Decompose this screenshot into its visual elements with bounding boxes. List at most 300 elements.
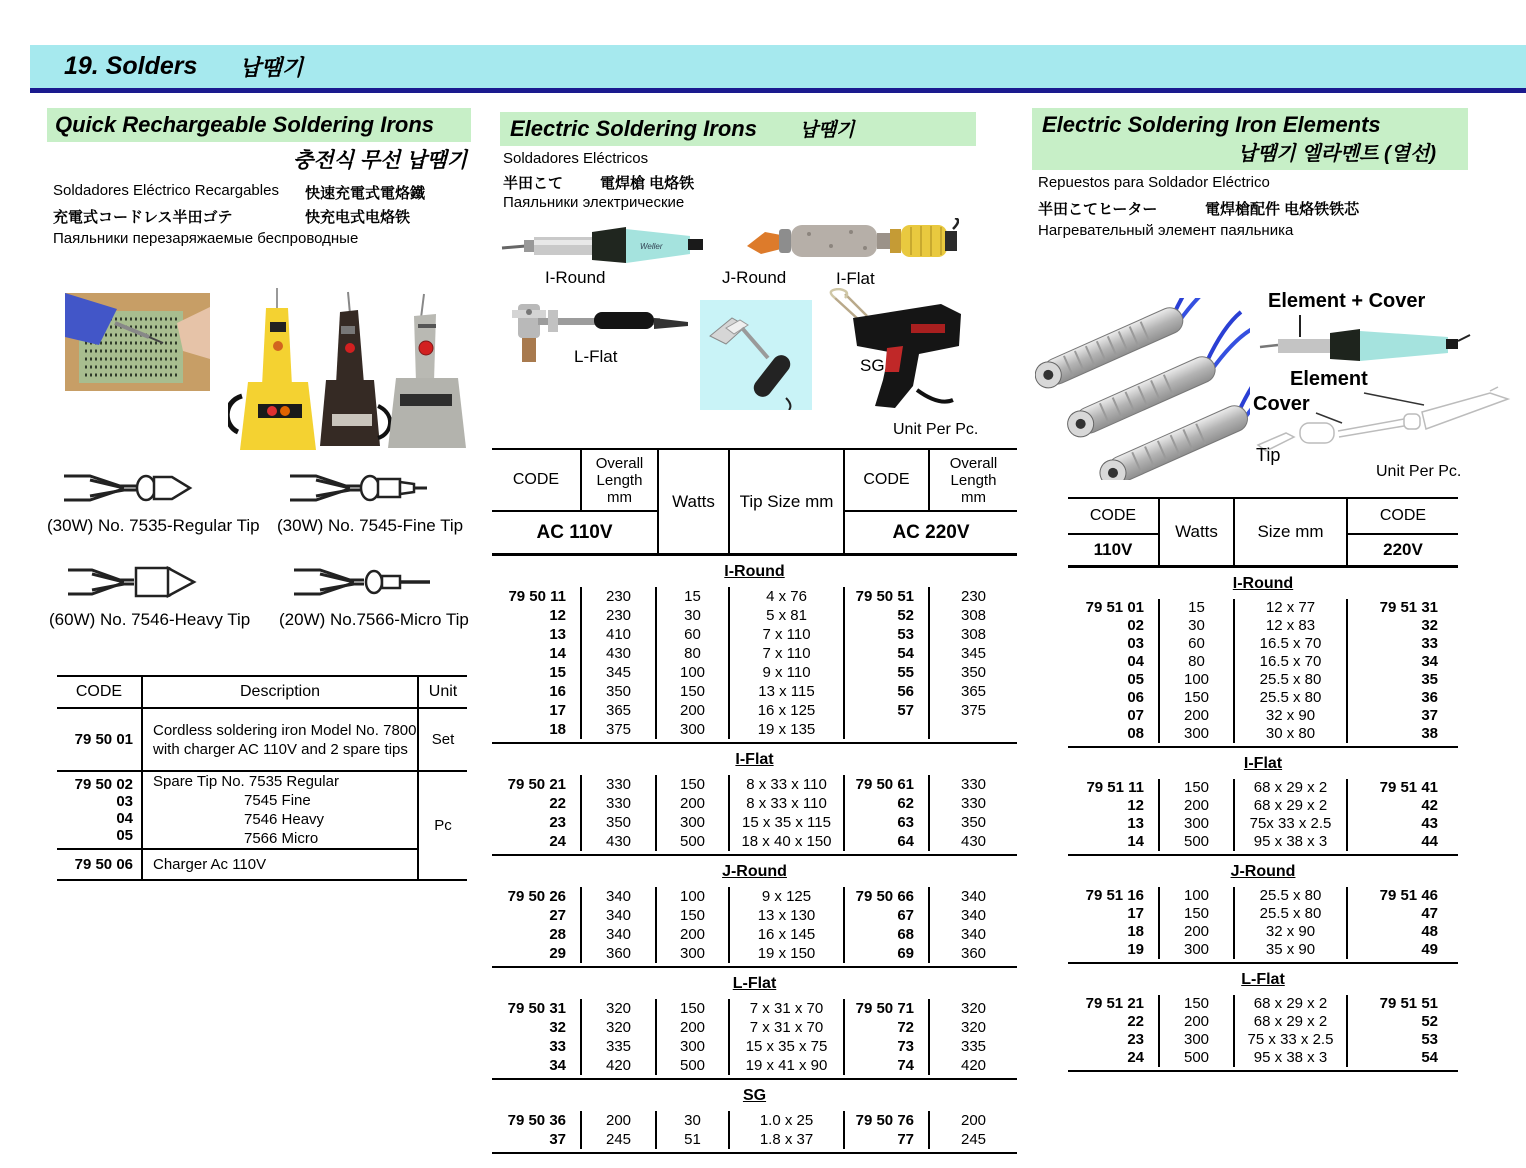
table-cell: 16 x 145 bbox=[730, 925, 845, 944]
right-section-header bbox=[1032, 108, 1468, 170]
table-cell: 430 bbox=[582, 644, 657, 663]
table-cell: 12 bbox=[492, 606, 582, 625]
table-cell: 150 bbox=[1160, 995, 1235, 1013]
left-desc-zh-cn: 快充电式电烙铁 bbox=[305, 209, 411, 226]
table-cell: 49 bbox=[1421, 941, 1438, 958]
right-desc-es: Repuestos para Soldador Eléctrico bbox=[1038, 174, 1270, 191]
right-section-title: Electric Soldering Iron Elements bbox=[1042, 112, 1381, 137]
micro-tip-drawing bbox=[290, 560, 435, 606]
table-cell: 62 bbox=[845, 794, 930, 813]
table-cell: 32 bbox=[1421, 617, 1438, 634]
col-header-code-220: CODE bbox=[1348, 499, 1458, 535]
table-section-rows bbox=[492, 772, 1017, 856]
page-header-bar bbox=[30, 45, 1526, 88]
table-cell: 18 x 40 x 150 bbox=[730, 832, 845, 851]
table-cell: 36 bbox=[1421, 689, 1438, 706]
table-cell: 72 bbox=[845, 1018, 930, 1037]
desc-line: Spare Tip No. 7535 Regular bbox=[153, 773, 339, 790]
table-cell: 12 x 77 bbox=[1235, 599, 1348, 617]
table-cell: 430 bbox=[582, 832, 657, 851]
col-header-watts: Watts bbox=[657, 450, 730, 553]
table-row bbox=[57, 708, 467, 771]
table-cell: 32 bbox=[492, 1018, 582, 1037]
table-cell: 16 bbox=[492, 682, 582, 701]
voltage-header-110: 110V bbox=[1068, 535, 1160, 565]
table-cell: 48 bbox=[1421, 923, 1438, 940]
table-cell: 32 x 90 bbox=[1235, 923, 1348, 941]
table-cell: 04 bbox=[1068, 653, 1160, 671]
table-cell: 19 x 150 bbox=[730, 944, 845, 963]
table-cell: 150 bbox=[657, 999, 730, 1018]
table-cell: 200 bbox=[657, 925, 730, 944]
col-header-overall-length-110: Overall Length mm bbox=[582, 450, 657, 512]
code-line: 79 50 02 bbox=[74, 776, 133, 793]
table-section-title: J-Round bbox=[1230, 863, 1296, 880]
table-cell: 30 bbox=[657, 1111, 730, 1130]
table-cell: 79 50 66 bbox=[845, 887, 930, 906]
heavy-tip-drawing bbox=[64, 560, 209, 606]
table-cell: 54 bbox=[845, 644, 930, 663]
table-cell: 77 bbox=[845, 1130, 930, 1149]
middle-desc-es: Soldadores Eléctricos bbox=[503, 150, 649, 167]
table-section-title: I-Flat bbox=[1243, 755, 1283, 772]
table-cell: 29 bbox=[492, 944, 582, 963]
table-cell: 308 bbox=[960, 607, 987, 624]
table-section-title: SG bbox=[742, 1087, 767, 1104]
table-cell: 23 bbox=[492, 813, 582, 832]
table-cell: 345 bbox=[582, 663, 657, 682]
table-section-title: I-Round bbox=[1232, 575, 1294, 592]
table-section-rows bbox=[1068, 776, 1458, 856]
table-cell: 300 bbox=[657, 1037, 730, 1056]
table-cell: 63 bbox=[845, 813, 930, 832]
table-cell: 79 51 46 bbox=[1379, 887, 1438, 904]
table-cell: 430 bbox=[960, 833, 987, 850]
table-cell: 365 bbox=[582, 701, 657, 720]
middle-desc-zh: 電焊槍 电烙铁 bbox=[600, 175, 695, 192]
table-cell: 43 bbox=[1421, 815, 1438, 832]
heating-elements-photo bbox=[1035, 298, 1250, 480]
page-title: 19. Solders bbox=[64, 52, 198, 80]
table-cell: 5 x 81 bbox=[730, 606, 845, 625]
table-cell: 15 x 35 x 115 bbox=[730, 813, 845, 832]
table-cell: 05 bbox=[1068, 671, 1160, 689]
table-cell: 15 bbox=[657, 587, 730, 606]
desc-line: 7566 Micro bbox=[244, 830, 319, 847]
table-cell: 330 bbox=[960, 776, 987, 793]
table-cell: 300 bbox=[1160, 941, 1235, 959]
table-cell: 340 bbox=[582, 906, 657, 925]
table-cell: 300 bbox=[1160, 1031, 1235, 1049]
table-section-rows bbox=[492, 1108, 1017, 1154]
table-cell: 68 bbox=[845, 925, 930, 944]
table-cell: 500 bbox=[657, 1056, 730, 1075]
fine-tip-drawing bbox=[286, 466, 431, 512]
table-cell: 37 bbox=[1421, 707, 1438, 724]
table-cell: 23 bbox=[1068, 1031, 1160, 1049]
table-cell: 245 bbox=[582, 1130, 657, 1149]
table-cell: 230 bbox=[960, 588, 987, 605]
table-cell: 79 51 41 bbox=[1379, 779, 1438, 796]
table-cell: 330 bbox=[582, 775, 657, 794]
voltage-header-ac110: AC 110V bbox=[536, 521, 613, 543]
table-cell: 79 50 36 bbox=[492, 1111, 582, 1130]
table-cell: 08 bbox=[1068, 725, 1160, 743]
table-cell: 200 bbox=[657, 1018, 730, 1037]
table-cell: 13 x 115 bbox=[730, 682, 845, 701]
diagram-label-element: Element bbox=[1290, 368, 1368, 390]
table-cell: 150 bbox=[1160, 689, 1235, 707]
table-cell: 335 bbox=[582, 1037, 657, 1056]
table-cell: 150 bbox=[657, 775, 730, 794]
i-round-iron-photo bbox=[500, 222, 705, 270]
table-cell: 200 bbox=[1160, 707, 1235, 725]
table-cell: 100 bbox=[1160, 887, 1235, 905]
table-cell: 330 bbox=[960, 795, 987, 812]
table-cell: 410 bbox=[582, 625, 657, 644]
table-cell: 80 bbox=[1160, 653, 1235, 671]
table-cell: 79 50 51 bbox=[845, 587, 930, 606]
table-cell: 14 bbox=[1068, 833, 1160, 851]
table-cell: 22 bbox=[1068, 1013, 1160, 1031]
table-cell: 67 bbox=[845, 906, 930, 925]
table-row bbox=[57, 849, 467, 880]
table-cell: 27 bbox=[492, 906, 582, 925]
cell-code: 79 50 01 bbox=[57, 708, 142, 771]
table-cell: 34 bbox=[1421, 653, 1438, 670]
table-cell: 34 bbox=[492, 1056, 582, 1075]
table-cell: 68 x 29 x 2 bbox=[1235, 1013, 1348, 1031]
diagram-label-tip: Tip bbox=[1256, 445, 1281, 465]
table-cell: 52 bbox=[845, 606, 930, 625]
table-cell: 14 bbox=[492, 644, 582, 663]
table-cell: 200 bbox=[657, 701, 730, 720]
table-cell: 79 51 31 bbox=[1379, 599, 1438, 616]
table-cell: 1.0 x 25 bbox=[730, 1111, 845, 1130]
table-cell: 360 bbox=[582, 944, 657, 963]
table-cell: 9 x 110 bbox=[730, 663, 845, 682]
col-header-watts: Watts bbox=[1160, 499, 1235, 565]
table-cell: 19 bbox=[1068, 941, 1160, 959]
col-header-overall-length-220: Overall Length mm bbox=[930, 450, 1017, 512]
table-cell: 13 x 130 bbox=[730, 906, 845, 925]
table-cell: 79 50 76 bbox=[845, 1111, 930, 1130]
right-desc-ru: Нагревательный элемент паяльника bbox=[1038, 222, 1294, 239]
table-cell: 24 bbox=[1068, 1049, 1160, 1067]
table-cell: 55 bbox=[845, 663, 930, 682]
table-cell: 9 x 125 bbox=[730, 887, 845, 906]
table-section-title: I-Round bbox=[724, 563, 785, 580]
table-cell: 33 bbox=[492, 1037, 582, 1056]
table-cell: 200 bbox=[960, 1112, 987, 1129]
table-cell: 68 x 29 x 2 bbox=[1235, 797, 1348, 815]
col-header-code-110: CODE bbox=[492, 450, 582, 512]
desc-line: 7545 Fine bbox=[244, 792, 311, 809]
table-cell: 17 bbox=[492, 701, 582, 720]
table-cell: 7 x 31 x 70 bbox=[730, 999, 845, 1018]
iron-label-j-round: J-Round bbox=[722, 268, 787, 287]
voltage-header-220: 220V bbox=[1383, 540, 1423, 559]
table-cell: 95 x 38 x 3 bbox=[1235, 1049, 1348, 1067]
table-cell: 19 x 135 bbox=[730, 720, 845, 739]
svg-text:Weller: Weller bbox=[640, 242, 663, 251]
table-cell: 79 51 21 bbox=[1068, 995, 1160, 1013]
table-cell: 60 bbox=[657, 625, 730, 644]
table-cell: 150 bbox=[657, 682, 730, 701]
table-cell: 300 bbox=[657, 720, 730, 739]
table-cell: 245 bbox=[960, 1131, 987, 1148]
table-header bbox=[1068, 497, 1458, 568]
table-cell: 340 bbox=[960, 907, 987, 924]
right-spec-table bbox=[1068, 497, 1458, 1072]
right-desc-zh: 電焊槍配件 电烙铁铁芯 bbox=[1205, 201, 1360, 218]
iron-label-l-flat: L-Flat bbox=[574, 347, 618, 366]
header-rule bbox=[30, 88, 1526, 93]
right-unit-note: Unit Per Pc. bbox=[1376, 463, 1462, 480]
table-cell: 200 bbox=[657, 794, 730, 813]
table-cell: 340 bbox=[960, 888, 987, 905]
table-cell: 79 50 61 bbox=[845, 775, 930, 794]
table-cell: 100 bbox=[657, 663, 730, 682]
table-cell: 350 bbox=[960, 664, 987, 681]
table-cell: 53 bbox=[845, 625, 930, 644]
table-cell: 60 bbox=[1160, 635, 1235, 653]
table-cell: 47 bbox=[1421, 905, 1438, 922]
table-section-title: I-Flat bbox=[735, 751, 774, 768]
right-desc-ja: 半田こてヒーター bbox=[1038, 201, 1158, 218]
table-cell: 420 bbox=[960, 1057, 987, 1074]
tip-label-fine: (30W) No. 7545-Fine Tip bbox=[277, 516, 464, 535]
table-cell: 03 bbox=[1068, 635, 1160, 653]
table-cell: 320 bbox=[582, 1018, 657, 1037]
table-cell: 12 bbox=[1068, 797, 1160, 815]
table-cell: 18 bbox=[492, 720, 582, 739]
table-cell: 13 bbox=[1068, 815, 1160, 833]
table-cell: 95 x 38 x 3 bbox=[1235, 833, 1348, 851]
table-cell: 38 bbox=[1421, 725, 1438, 742]
table-cell: 230 bbox=[582, 606, 657, 625]
code-line: 04 bbox=[116, 810, 133, 827]
table-cell: 54 bbox=[1421, 1049, 1438, 1066]
table-cell bbox=[930, 720, 1017, 739]
tip-label-heavy: (60W) No. 7546-Heavy Tip bbox=[49, 610, 251, 629]
table-cell: 1.8 x 37 bbox=[730, 1130, 845, 1149]
soldering-work-photo bbox=[65, 293, 210, 391]
table-cell: 350 bbox=[960, 814, 987, 831]
table-cell: 16.5 x 70 bbox=[1235, 653, 1348, 671]
table-cell: 320 bbox=[582, 999, 657, 1018]
tip-label-regular: (30W) No. 7535-Regular Tip bbox=[47, 516, 260, 535]
table-cell: 37 bbox=[492, 1130, 582, 1149]
cell-unit: Set bbox=[418, 708, 467, 771]
table-cell: 375 bbox=[960, 702, 987, 719]
table-cell: 360 bbox=[960, 945, 987, 962]
table-cell: 300 bbox=[657, 813, 730, 832]
table-header-row bbox=[57, 676, 467, 708]
table-cell: 18 bbox=[1068, 923, 1160, 941]
table-cell: 340 bbox=[960, 926, 987, 943]
table-cell: 13 bbox=[492, 625, 582, 644]
table-cell: 52 bbox=[1421, 1013, 1438, 1030]
right-section-title-korean: 납땜기 엘라멘트 (열선) bbox=[1237, 143, 1436, 165]
table-cell: 35 x 90 bbox=[1235, 941, 1348, 959]
cell-description bbox=[142, 771, 418, 849]
table-cell: 340 bbox=[582, 925, 657, 944]
col-header-tip-size: Tip Size mm bbox=[730, 450, 845, 553]
table-cell: 44 bbox=[1421, 833, 1438, 850]
table-cell: 79 50 31 bbox=[492, 999, 582, 1018]
cell-code bbox=[57, 771, 142, 849]
table-cell: 56 bbox=[845, 682, 930, 701]
table-cell: 8 x 33 x 110 bbox=[730, 794, 845, 813]
left-section-title-korean: 충전식 무선 납땜기 bbox=[293, 149, 467, 172]
table-cell: 25.5 x 80 bbox=[1235, 905, 1348, 923]
cell-code: 79 50 06 bbox=[57, 849, 142, 880]
table-cell: 22 bbox=[492, 794, 582, 813]
table-cell: 74 bbox=[845, 1056, 930, 1075]
table-cell: 150 bbox=[657, 906, 730, 925]
table-cell: 30 bbox=[657, 606, 730, 625]
table-cell: 350 bbox=[582, 813, 657, 832]
table-cell: 320 bbox=[960, 1000, 987, 1017]
table-cell: 16 x 125 bbox=[730, 701, 845, 720]
table-cell: 15 x 35 x 75 bbox=[730, 1037, 845, 1056]
table-cell: 330 bbox=[582, 794, 657, 813]
table-cell: 7 x 31 x 70 bbox=[730, 1018, 845, 1037]
left-section-header bbox=[47, 108, 471, 142]
left-desc-ja: 充電式コードレス半田ゴテ bbox=[53, 209, 233, 226]
voltage-header-ac220: AC 220V bbox=[892, 521, 970, 543]
left-section-title: Quick Rechargeable Soldering Irons bbox=[55, 112, 434, 137]
table-cell: 12 x 83 bbox=[1235, 617, 1348, 635]
table-cell: 17 bbox=[1068, 905, 1160, 923]
code-line: 05 bbox=[116, 827, 133, 844]
table-cell: 28 bbox=[492, 925, 582, 944]
table-cell: 19 x 41 x 90 bbox=[730, 1056, 845, 1075]
middle-spec-table bbox=[492, 448, 1017, 1154]
cell-description: Cordless soldering iron Model No. 7800 with charger AC 110V and 2 spare tips bbox=[142, 708, 418, 771]
iron-label-i-round: I-Round bbox=[545, 268, 606, 287]
table-row bbox=[57, 771, 467, 849]
table-header bbox=[492, 448, 1017, 556]
tip-label-micro: (20W) No.7566-Micro Tip bbox=[279, 610, 469, 629]
table-cell: 24 bbox=[492, 832, 582, 851]
table-cell: 4 x 76 bbox=[730, 587, 845, 606]
table-cell: 8 x 33 x 110 bbox=[730, 775, 845, 794]
table-cell: 500 bbox=[1160, 833, 1235, 851]
table-cell: 80 bbox=[657, 644, 730, 663]
table-cell: 300 bbox=[657, 944, 730, 963]
col-header-code: CODE bbox=[57, 676, 142, 708]
table-cell: 16.5 x 70 bbox=[1235, 635, 1348, 653]
table-cell: 7 x 110 bbox=[730, 644, 845, 663]
table-section-rows bbox=[492, 884, 1017, 968]
table-cell: 75 x 33 x 2.5 bbox=[1235, 1031, 1348, 1049]
table-cell: 420 bbox=[582, 1056, 657, 1075]
table-cell: 25.5 x 80 bbox=[1235, 671, 1348, 689]
table-cell: 320 bbox=[960, 1019, 987, 1036]
table-section-title: J-Round bbox=[722, 863, 787, 880]
table-cell: 79 50 21 bbox=[492, 775, 582, 794]
left-products-table bbox=[57, 675, 467, 881]
cordless-irons-photo bbox=[228, 286, 468, 458]
table-cell: 15 bbox=[1160, 599, 1235, 617]
col-header-size: Size mm bbox=[1235, 499, 1348, 565]
table-cell: 42 bbox=[1421, 797, 1438, 814]
table-section-title: L-Flat bbox=[732, 975, 777, 992]
table-cell: 200 bbox=[1160, 1013, 1235, 1031]
table-cell: 69 bbox=[845, 944, 930, 963]
table-cell: 79 51 51 bbox=[1379, 995, 1438, 1012]
table-cell: 500 bbox=[657, 832, 730, 851]
regular-tip-drawing bbox=[60, 466, 205, 512]
table-cell: 79 50 11 bbox=[492, 587, 582, 606]
table-cell: 30 x 80 bbox=[1235, 725, 1348, 743]
diagram-label-cover: Cover bbox=[1253, 393, 1310, 415]
middle-desc-ja: 半田こて bbox=[503, 175, 564, 192]
table-cell: 68 x 29 x 2 bbox=[1235, 995, 1348, 1013]
table-cell: 35 bbox=[1421, 671, 1438, 688]
table-cell: 300 bbox=[1160, 725, 1235, 743]
table-section-rows bbox=[492, 584, 1017, 744]
table-cell bbox=[845, 720, 930, 739]
table-cell: 51 bbox=[657, 1130, 730, 1149]
desc-line: 7546 Heavy bbox=[244, 811, 325, 828]
table-cell: 7 x 110 bbox=[730, 625, 845, 644]
middle-section-title-korean: 납땜기 bbox=[799, 120, 855, 141]
table-cell: 500 bbox=[1160, 1049, 1235, 1067]
j-round-iron-photo bbox=[747, 218, 959, 266]
table-cell: 100 bbox=[1160, 671, 1235, 689]
table-cell: 375 bbox=[582, 720, 657, 739]
table-cell: 79 50 71 bbox=[845, 999, 930, 1018]
table-cell: 30 bbox=[1160, 617, 1235, 635]
middle-desc-ru: Паяльники электрические bbox=[503, 194, 685, 211]
table-cell: 25.5 x 80 bbox=[1235, 887, 1348, 905]
sg-gun-photo bbox=[823, 288, 965, 410]
table-cell: 57 bbox=[845, 701, 930, 720]
table-cell: 150 bbox=[1160, 905, 1235, 923]
table-cell: 230 bbox=[582, 587, 657, 606]
table-cell: 32 x 90 bbox=[1235, 707, 1348, 725]
table-cell: 79 51 11 bbox=[1068, 779, 1160, 797]
table-cell: 200 bbox=[1160, 923, 1235, 941]
middle-unit-note: Unit Per Pc. bbox=[893, 421, 979, 438]
table-cell: 53 bbox=[1421, 1031, 1438, 1048]
col-header-unit: Unit bbox=[418, 676, 467, 708]
table-cell: 200 bbox=[582, 1111, 657, 1130]
col-header-code-220: CODE bbox=[845, 450, 930, 512]
iron-label-sg: SG bbox=[860, 356, 885, 375]
left-desc-zh-tw: 快速充電式電烙鐵 bbox=[305, 185, 426, 202]
table-cell: 100 bbox=[657, 887, 730, 906]
table-cell: 68 x 29 x 2 bbox=[1235, 779, 1348, 797]
table-cell: 79 51 16 bbox=[1068, 887, 1160, 905]
table-cell: 79 51 01 bbox=[1068, 599, 1160, 617]
table-cell: 64 bbox=[845, 832, 930, 851]
col-header-description: Description bbox=[142, 676, 418, 708]
table-cell: 345 bbox=[960, 645, 987, 662]
table-cell: 308 bbox=[960, 626, 987, 643]
table-section-rows bbox=[1068, 596, 1458, 748]
cell-description: Charger Ac 110V bbox=[142, 849, 418, 880]
table-cell: 07 bbox=[1068, 707, 1160, 725]
table-cell: 15 bbox=[492, 663, 582, 682]
table-cell: 300 bbox=[1160, 815, 1235, 833]
table-cell: 335 bbox=[960, 1038, 987, 1055]
middle-section-title: Electric Soldering Irons bbox=[510, 116, 757, 141]
cell-unit: Pc bbox=[418, 771, 467, 880]
